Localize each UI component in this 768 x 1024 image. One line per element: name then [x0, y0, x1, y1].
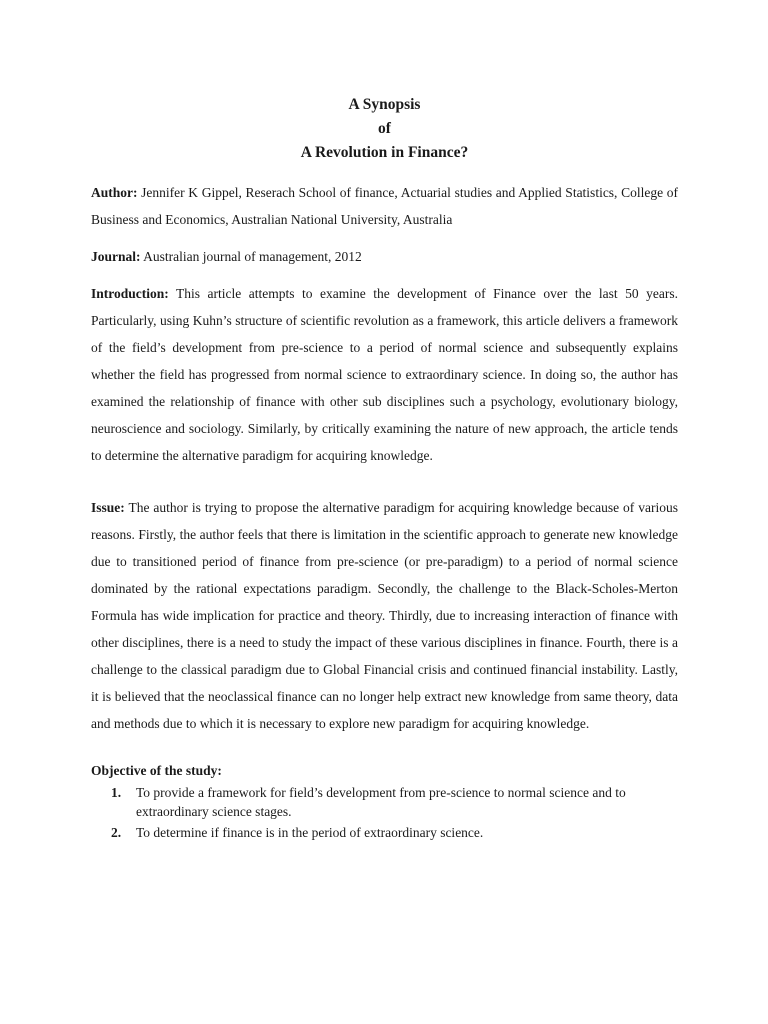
- document-page: [91, 93, 678, 844]
- list-item: [91, 823, 678, 842]
- author-label: Author:: [91, 185, 138, 200]
- author-paragraph: [91, 179, 678, 233]
- journal-text: Australian journal of management, 2012: [140, 249, 362, 264]
- title-line-3: A Revolution in Finance?: [300, 144, 469, 161]
- journal-paragraph: [91, 243, 678, 270]
- list-item-number: 2.: [111, 825, 122, 840]
- author-text: Jennifer K Gippel, Reserach School of finance, Actuarial studies and Applied Statistics, College of Business and Economics, Australian National University, Australia: [91, 185, 678, 227]
- journal-label: Journal:: [91, 249, 141, 264]
- objectives-list: [91, 783, 678, 842]
- list-item-number: 1.: [111, 785, 122, 800]
- issue-text: The author is trying to propose the alternative paradigm for acquiring knowledge because of various reasons. Firstly, the author feels that there is limitation in the scientific approach to generate new knowledge due to transitioned period of finance from pre-science (or pre-paradigm) to a period of normal science dominated by the rational expectations paradigm. Secondly, the challenge to the Black-Scholes-Merton Formula has wide implication for practice and theory. Thirdly, due to increasing interaction of finance with other disciplines, there is a need to study the impact of these various disciplines in finance. Fourth, there is a challenge to the classical paradigm due to Global Financial crisis and continued financial instability. Lastly, it is believed that the neoclassical finance can no longer help extract new knowledge from same theory, data and methods due to which it is necessary to explore new paradigm for acquiring knowledge.: [91, 500, 678, 731]
- introduction-paragraph: [91, 280, 678, 469]
- document-title: [91, 93, 678, 165]
- list-item-text: To provide a framework for field’s development from pre-science to normal science and to extraordinary science stages.: [136, 785, 626, 819]
- title-line-1: A Synopsis: [348, 96, 421, 113]
- title-line-2: of: [378, 120, 391, 137]
- list-item: [91, 783, 678, 821]
- issue-paragraph: [91, 494, 678, 737]
- introduction-text: This article attempts to examine the development of Finance over the last 50 years. Particularly, using Kuhn’s structure of scientific revolution as a framework, this article delivers a framework of the field’s development from pre-science to a period of normal science and subsequently explains whether the field has progressed from normal science to extraordinary science. In doing so, the author has examined the relationship of finance with other sub disciplines such a psychology, evolutionary biology, neuroscience and sociology. Similarly, by critically examining the nature of new approach, the article tends to determine the alternative paradigm for acquiring knowledge.: [91, 286, 678, 463]
- introduction-label: Introduction:: [91, 286, 169, 301]
- issue-label: Issue:: [91, 500, 125, 515]
- list-item-text: To determine if finance is in the period of extraordinary science.: [136, 825, 484, 840]
- objectives-heading: Objective of the study:: [91, 763, 222, 778]
